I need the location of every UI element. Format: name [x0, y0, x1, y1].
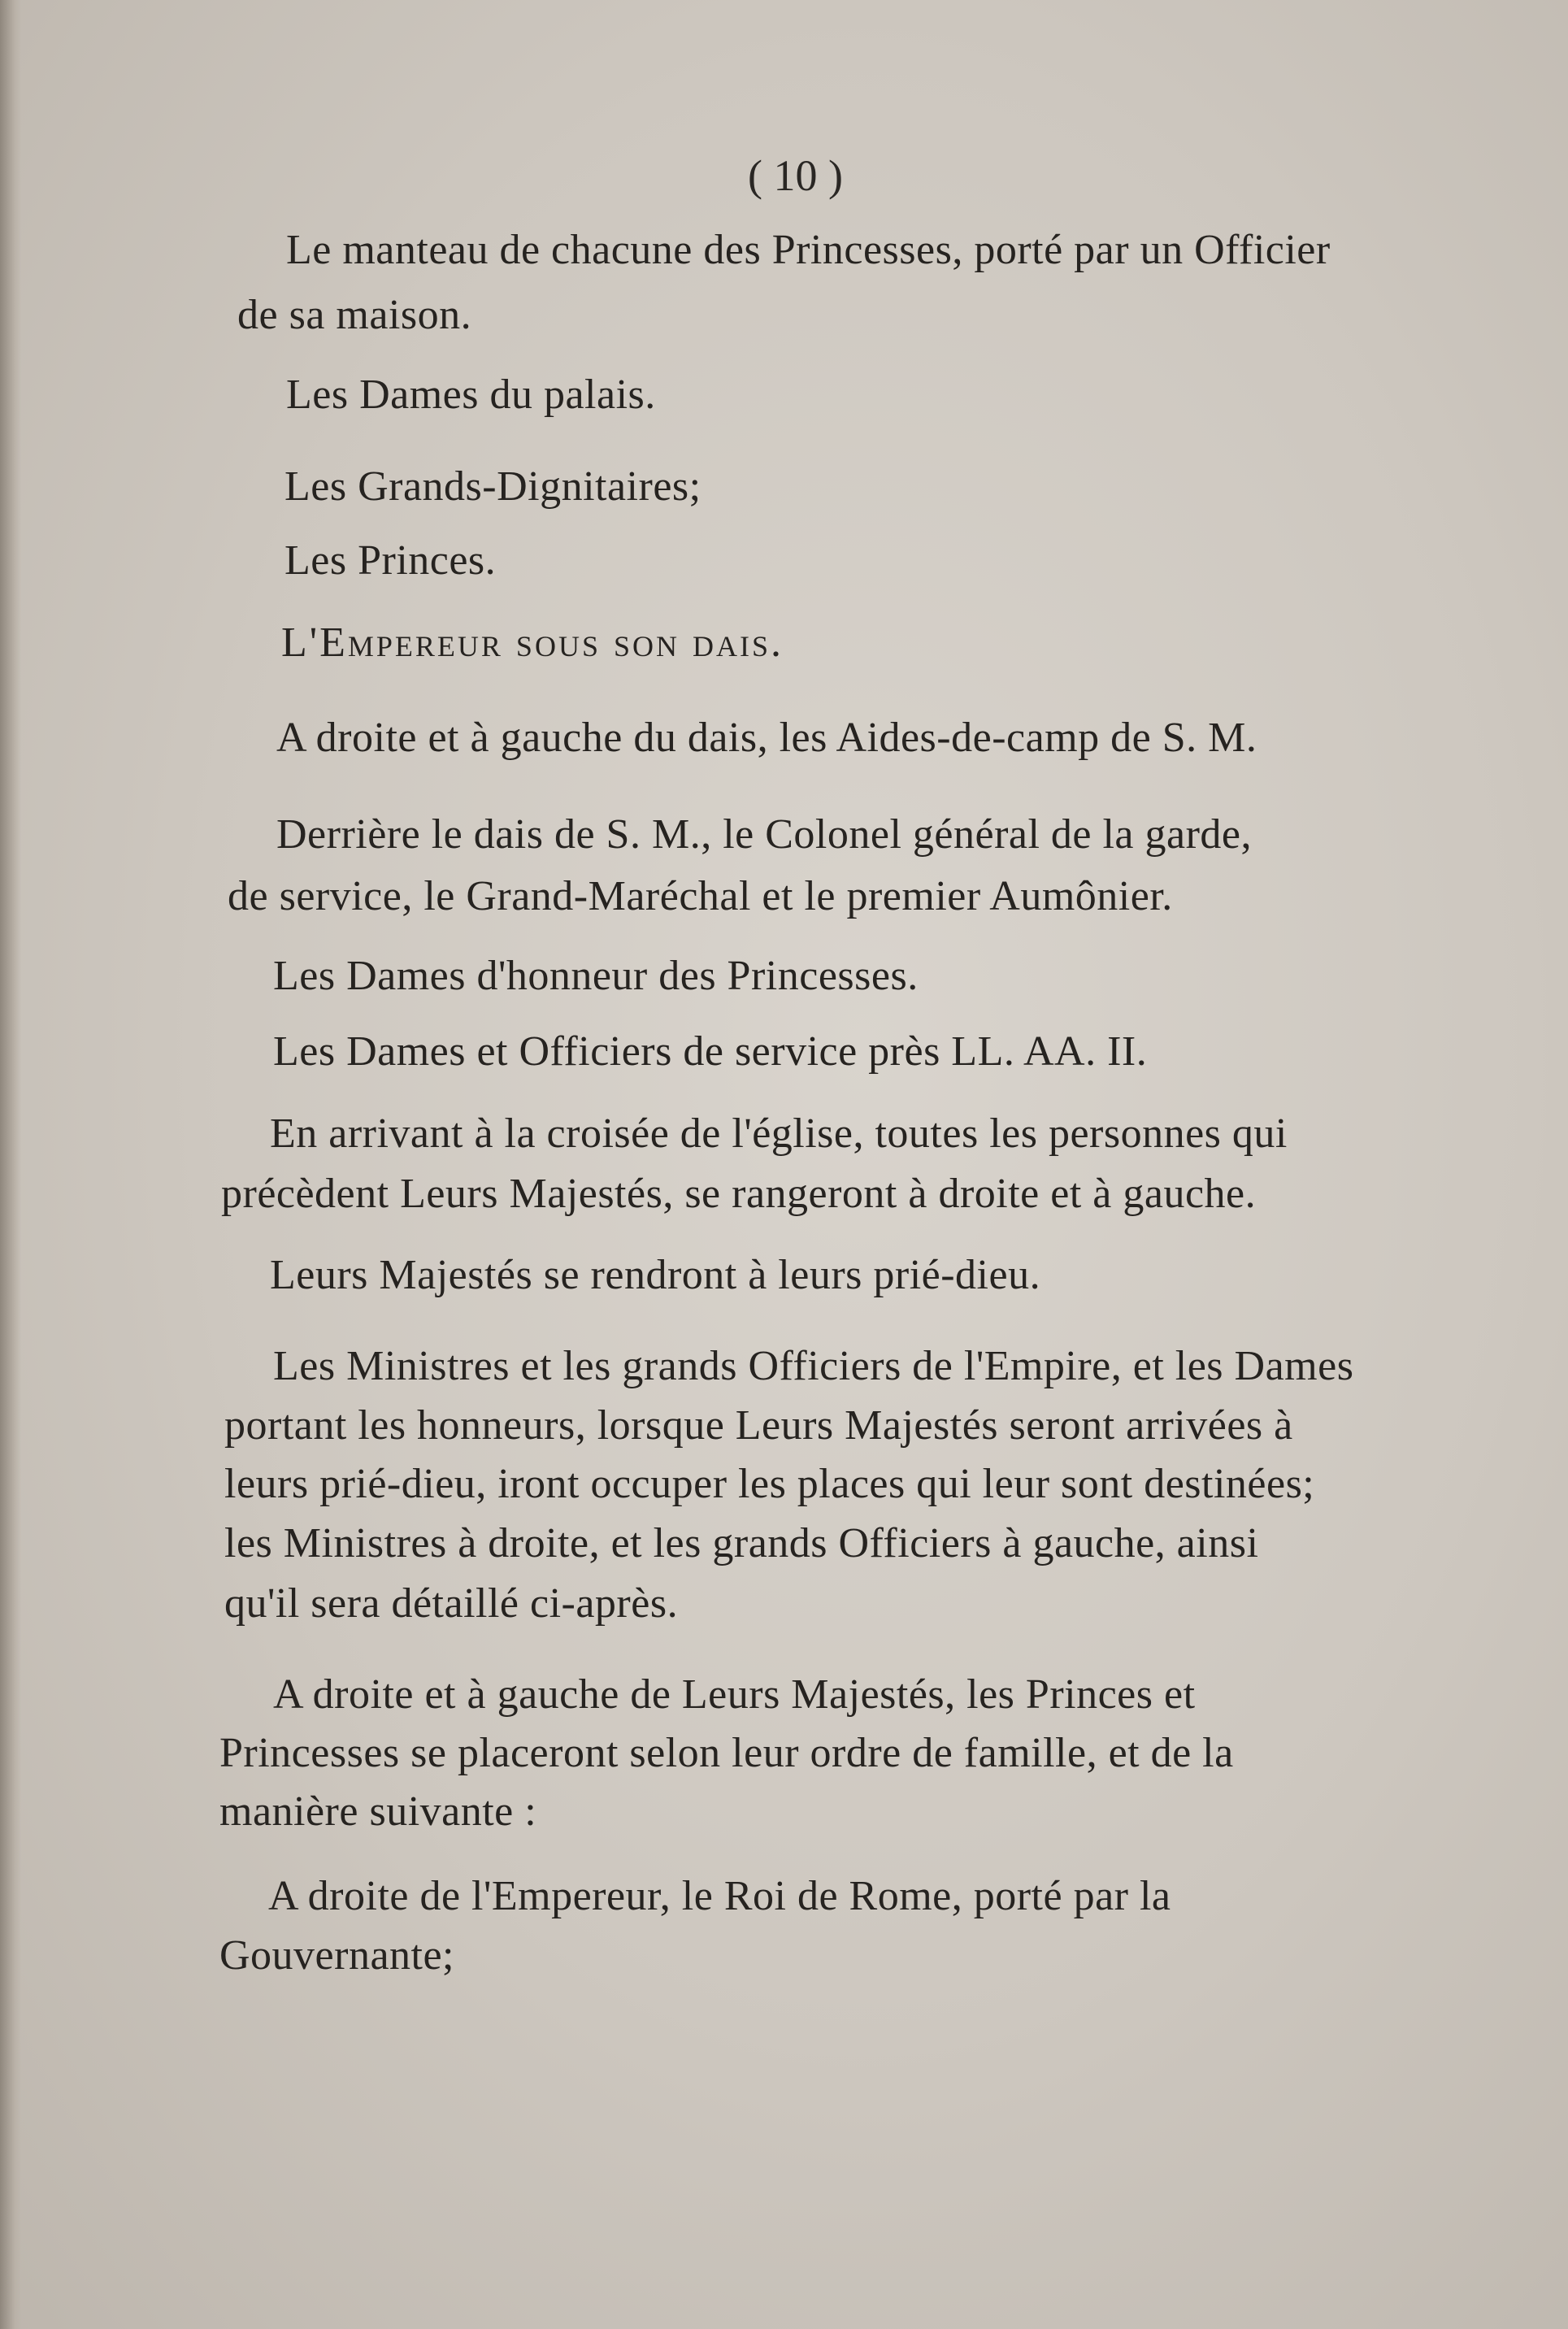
text-line: qu'il sera détaillé ci-après.: [224, 1580, 679, 1627]
text-line: Les Ministres et les grands Officiers de l'Empire, et les Dames: [273, 1343, 1354, 1389]
text-line: Les Princes.: [284, 537, 497, 584]
text-line: Le manteau de chacune des Princesses, porté par un Officier: [286, 227, 1331, 273]
text-line: A droite et à gauche de Leurs Majestés, les Princes et: [273, 1671, 1196, 1718]
text-line: Derrière le dais de S. M., le Colonel général de la garde,: [276, 811, 1252, 858]
text-line: En arrivant à la croisée de l'église, toutes les personnes qui: [270, 1110, 1288, 1157]
text-line: Les Grands-Dignitaires;: [284, 463, 701, 510]
text-line: Les Dames d'honneur des Princesses.: [273, 953, 919, 999]
text-line: Gouvernante;: [219, 1932, 455, 1979]
page-number: ( 10 ): [748, 151, 843, 200]
text-line: portant les honneurs, lorsque Leurs Majestés seront arrivées à: [224, 1402, 1293, 1449]
text-line: Leurs Majestés se rendront à leurs prié-dieu.: [270, 1252, 1041, 1298]
text-line: les Ministres à droite, et les grands Officiers à gauche, ainsi: [224, 1520, 1259, 1566]
text-line: A droite de l'Empereur, le Roi de Rome, porté par la: [268, 1873, 1171, 1919]
text-line: de service, le Grand-Maréchal et le premier Aumônier.: [228, 873, 1173, 919]
text-line: de sa maison.: [237, 292, 472, 338]
text-line: Les Dames et Officiers de service près LL. AA. II.: [273, 1028, 1148, 1075]
text-line: L'Empereur sous son dais.: [281, 619, 784, 666]
text-line: précèdent Leurs Majestés, se rangeront à droite et à gauche.: [221, 1171, 1257, 1217]
text-line: A droite et à gauche du dais, les Aides-de-camp de S. M.: [276, 715, 1257, 761]
text-line: Les Dames du palais.: [286, 372, 656, 418]
text-line: Princesses se placeront selon leur ordre de famille, et de la: [219, 1730, 1234, 1776]
text-line: leurs prié-dieu, iront occuper les places qui leur sont destinées;: [224, 1461, 1315, 1507]
text-line: manière suivante :: [219, 1788, 537, 1835]
